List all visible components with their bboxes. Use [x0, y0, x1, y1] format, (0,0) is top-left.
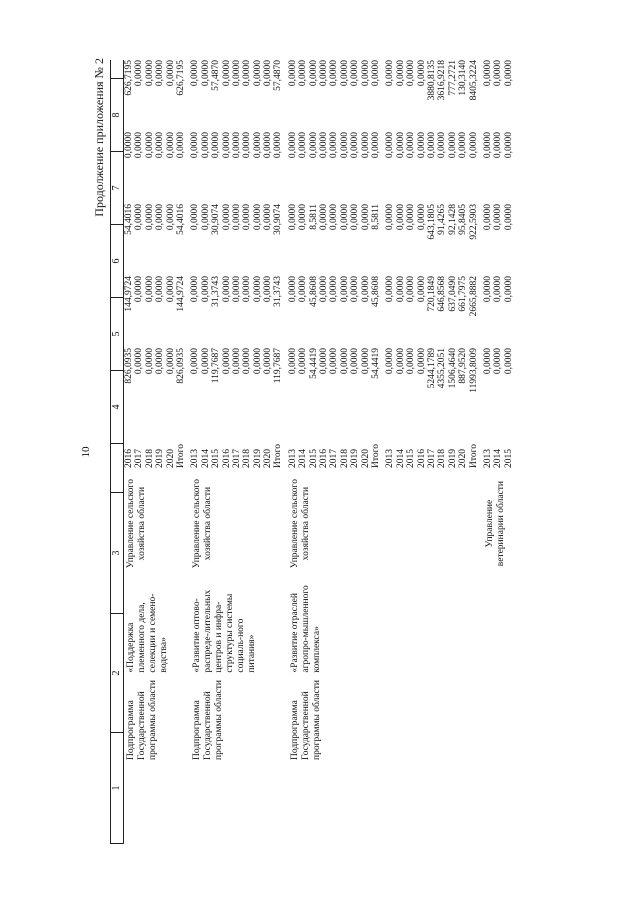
table-row — [242, 60, 252, 468]
amount-cell: 0,0000 — [231, 348, 242, 375]
amount-cell: 0,0000 — [437, 132, 448, 159]
amount-cell: 0,0000 — [221, 204, 232, 231]
amount-cell: 0,0000 — [447, 132, 458, 159]
amount-cell: 0,0000 — [287, 348, 298, 375]
table-row — [190, 60, 200, 468]
year-cell: 2019 — [252, 449, 263, 469]
amount-cell: 0,0000 — [350, 60, 361, 87]
amount-cell: 0,0000 — [308, 132, 319, 159]
amount-cell: 0,0000 — [298, 204, 309, 231]
amount-cell: 0,0000 — [190, 132, 201, 159]
amount-cell: 0,0000 — [134, 132, 145, 159]
program-cell: Подпрограмма Государственной программы области — [192, 680, 225, 760]
amount-cell: 0,0000 — [287, 204, 298, 231]
amount-cell: 661,7975 — [458, 276, 469, 312]
amount-cell: 0,0000 — [503, 204, 514, 231]
col-header-2: 2 — [111, 613, 123, 732]
table-block — [385, 60, 479, 844]
amount-cell: 0,0000 — [416, 348, 427, 375]
amount-cell: 0,0000 — [263, 204, 274, 231]
table-row — [493, 60, 503, 468]
amount-cell: 0,0000 — [406, 60, 417, 87]
amount-cell: 0,0000 — [165, 204, 176, 231]
amount-cell: 0,0000 — [134, 60, 145, 87]
amount-cell: 0,0000 — [144, 132, 155, 159]
amount-cell: 0,0000 — [124, 132, 134, 159]
amount-cell: 0,0000 — [339, 348, 350, 375]
amount-cell: 91,4265 — [437, 204, 448, 235]
amount-cell: 0,0000 — [370, 60, 381, 87]
amount-cell: 0,0000 — [493, 204, 504, 231]
amount-cell: 720,1849 — [426, 276, 437, 312]
table-row — [253, 60, 263, 468]
year-cell: 2019 — [155, 449, 166, 469]
value-rows — [288, 60, 382, 468]
amount-cell: 92,1428 — [447, 204, 458, 235]
amount-cell: 0,0000 — [458, 132, 469, 159]
amount-cell: 3616,9218 — [437, 60, 448, 101]
table-body — [124, 60, 514, 844]
amount-cell: 0,0000 — [165, 60, 176, 87]
amount-cell: 922,5903 — [468, 204, 479, 240]
year-cell: 2019 — [447, 449, 458, 469]
year-cell: Итого — [273, 443, 284, 469]
table-row — [211, 60, 221, 468]
amount-cell: 0,0000 — [416, 60, 427, 87]
table-row — [222, 60, 232, 468]
amount-cell: 0,0000 — [190, 60, 201, 87]
amount-cell: 0,0000 — [263, 132, 274, 159]
year-cell: 2016 — [416, 449, 427, 469]
year-cell: 2020 — [360, 449, 371, 469]
amount-cell: 0,0000 — [482, 60, 493, 87]
event-cell: «Развитие оптово-распреде-лительных центров и инфра-структуры системы социаль-ного питания» — [192, 589, 258, 673]
amount-cell: 0,0000 — [155, 348, 166, 375]
amount-cell: 0,0000 — [370, 132, 381, 159]
amount-cell: 0,0000 — [339, 204, 350, 231]
page-number: 10 — [80, 446, 92, 458]
amount-cell: 0,0000 — [416, 132, 427, 159]
amount-cell: 0,0000 — [493, 60, 504, 87]
year-cell: 2014 — [395, 449, 406, 469]
amount-cell: 0,0000 — [385, 60, 396, 87]
year-cell: 2016 — [319, 449, 330, 469]
amount-cell: 0,0000 — [339, 276, 350, 303]
amount-cell: 0,0000 — [242, 276, 253, 303]
amount-cell: 0,0000 — [360, 276, 371, 303]
amount-cell: 637,0490 — [447, 276, 458, 312]
amount-cell: 0,0000 — [252, 348, 263, 375]
amount-cell: 0,0000 — [263, 60, 274, 87]
year-cell: 2015 — [503, 449, 514, 469]
amount-cell: 0,0000 — [416, 276, 427, 303]
amount-cell: 0,0000 — [155, 276, 166, 303]
table-row — [263, 60, 273, 468]
table-row — [201, 60, 211, 468]
amount-cell: 0,0000 — [395, 204, 406, 231]
year-cell: 2017 — [134, 449, 145, 469]
amount-cell: 0,0000 — [252, 204, 263, 231]
amount-cell: 0,0000 — [482, 276, 493, 303]
amount-cell: 0,0000 — [350, 132, 361, 159]
table-row — [396, 60, 406, 468]
amount-cell: 0,0000 — [242, 348, 253, 375]
amount-cell: 0,0000 — [298, 348, 309, 375]
table-row — [350, 60, 360, 468]
year-cell: Итого — [175, 443, 186, 469]
amount-cell: 0,0000 — [287, 132, 298, 159]
amount-cell: 0,0000 — [329, 204, 340, 231]
amount-cell: 0,0000 — [385, 132, 396, 159]
table-row — [134, 60, 144, 468]
table-row — [232, 60, 242, 468]
amount-cell: 30,9074 — [211, 204, 222, 235]
table-row — [145, 60, 155, 468]
amount-cell: 4355,2051 — [437, 348, 448, 389]
amount-cell: 3880,8135 — [426, 60, 437, 101]
amount-cell: 0,0000 — [231, 60, 242, 87]
amount-cell: 0,0000 — [503, 132, 514, 159]
amount-cell: 0,0000 — [406, 132, 417, 159]
executor-cell: Управление сельского хозяйства области — [289, 479, 311, 569]
table-row — [504, 60, 514, 468]
amount-cell: 0,0000 — [360, 60, 371, 87]
amount-cell: 0,0000 — [395, 132, 406, 159]
event-cell — [483, 579, 514, 672]
amount-cell: 0,0000 — [155, 132, 166, 159]
table-row — [417, 60, 427, 468]
amount-cell: 5244,1789 — [426, 348, 437, 389]
amount-cell: 0,0000 — [200, 60, 211, 87]
amount-cell: 0,0000 — [319, 204, 330, 231]
amount-cell: 0,0000 — [360, 348, 371, 375]
amount-cell: 45,8608 — [370, 276, 381, 307]
col-header-8: 8 — [111, 78, 123, 151]
amount-cell: 0,0000 — [298, 60, 309, 87]
budget-table — [110, 60, 518, 844]
event-cell — [385, 579, 479, 672]
amount-cell: 144,9724 — [124, 276, 134, 312]
amount-cell: 0,0000 — [350, 204, 361, 231]
table-row — [329, 60, 339, 468]
amount-cell: 0,0000 — [503, 348, 514, 375]
amount-cell: 0,0000 — [242, 204, 253, 231]
amount-cell: 0,0000 — [175, 132, 186, 159]
program-cell — [483, 673, 514, 844]
amount-cell: 0,0000 — [339, 60, 350, 87]
amount-cell: 0,0000 — [329, 132, 340, 159]
col-header-3: 3 — [111, 492, 123, 613]
amount-cell: 0,0000 — [503, 276, 514, 303]
amount-cell: 0,0000 — [134, 348, 145, 375]
amount-cell: 0,0000 — [242, 132, 253, 159]
amount-cell: 31,3743 — [211, 276, 222, 307]
amount-cell: 30,9074 — [273, 204, 284, 235]
table-row — [273, 60, 283, 468]
amount-cell: 0,0000 — [221, 132, 232, 159]
amount-cell: 0,0000 — [329, 276, 340, 303]
amount-cell: 0,0000 — [385, 348, 396, 375]
value-rows — [190, 60, 284, 468]
amount-cell: 0,0000 — [221, 60, 232, 87]
appendix-caption: Продолжение приложения № 2 — [92, 58, 106, 217]
amount-cell: 0,0000 — [252, 276, 263, 303]
amount-cell: 57,4870 — [211, 60, 222, 91]
table-row — [309, 60, 319, 468]
year-cell: 2017 — [426, 449, 437, 469]
amount-cell: 0,0000 — [329, 60, 340, 87]
amount-cell: 0,0000 — [134, 276, 145, 303]
amount-cell: 0,0000 — [263, 276, 274, 303]
year-cell: 2016 — [221, 449, 232, 469]
table-row — [298, 60, 308, 468]
amount-cell: 11993,8009 — [468, 348, 479, 393]
year-cell: Итого — [370, 443, 381, 469]
amount-cell: 0,0000 — [287, 60, 298, 87]
amount-cell: 0,0000 — [319, 276, 330, 303]
amount-cell: 0,0000 — [155, 204, 166, 231]
program-cell: Подпрограмма Государственной программы области — [289, 680, 322, 760]
amount-cell: 0,0000 — [406, 276, 417, 303]
amount-cell: 0,0000 — [273, 132, 284, 159]
col-header-7: 7 — [111, 151, 123, 224]
amount-cell: 0,0000 — [319, 60, 330, 87]
col-header-5: 5 — [111, 297, 123, 370]
amount-cell: 95,8405 — [458, 204, 469, 235]
year-cell: 2016 — [124, 449, 134, 469]
year-cell: Итого — [468, 443, 479, 469]
table-row — [437, 60, 447, 468]
event-cell: «Поддержка племенного дела, селекции и семено-водства» — [126, 593, 169, 673]
table-block — [288, 60, 382, 844]
table-row — [458, 60, 468, 468]
column-header-row — [110, 60, 124, 844]
amount-cell: 54,4016 — [124, 204, 134, 235]
program-cell: Подпрограмма Государственной программы области — [126, 680, 158, 760]
amount-cell: 0,0000 — [221, 276, 232, 303]
amount-cell: 0,0000 — [144, 348, 155, 375]
amount-cell: 0,0000 — [200, 204, 211, 231]
executor-cell: Управление ветеринарии области — [484, 481, 506, 567]
amount-cell: 144,9724 — [175, 276, 186, 312]
amount-cell: 0,0000 — [190, 204, 201, 231]
amount-cell: 0,0000 — [287, 276, 298, 303]
year-cell: 2017 — [329, 449, 340, 469]
year-cell: 2013 — [482, 449, 493, 469]
amount-cell: 0,0000 — [319, 132, 330, 159]
amount-cell: 45,8608 — [308, 276, 319, 307]
year-cell: 2018 — [242, 449, 253, 469]
col-header-4-year — [111, 443, 123, 492]
amount-cell: 0,0000 — [395, 60, 406, 87]
amount-cell: 0,0000 — [298, 276, 309, 303]
amount-cell: 0,0000 — [221, 348, 232, 375]
value-rows — [483, 60, 514, 468]
year-cell: 2018 — [339, 449, 350, 469]
table-row — [427, 60, 437, 468]
amount-cell: 8405,3224 — [468, 60, 479, 101]
table-block — [483, 60, 514, 844]
year-cell: 2018 — [437, 449, 448, 469]
amount-cell: 0,0000 — [385, 276, 396, 303]
year-cell: 2013 — [385, 449, 396, 469]
amount-cell: 0,0000 — [482, 348, 493, 375]
value-rows — [385, 60, 479, 468]
executor-cell: Управление сельского хозяйства области — [126, 479, 147, 569]
amount-cell: 0,0000 — [406, 204, 417, 231]
amount-cell: 0,0000 — [144, 204, 155, 231]
amount-cell: 0,0000 — [350, 348, 361, 375]
amount-cell: 57,4870 — [273, 60, 284, 91]
amount-cell: 0,0000 — [350, 276, 361, 303]
year-cell: 2014 — [298, 449, 309, 469]
amount-cell: 0,0000 — [200, 132, 211, 159]
event-cell: «Развитие отраслей агропро-мышленного комплекса» — [289, 585, 322, 673]
amount-cell: 0,0000 — [339, 132, 350, 159]
amount-cell: 0,0000 — [165, 348, 176, 375]
amount-cell: 130,3140 — [458, 60, 469, 96]
amount-cell: 0,0000 — [468, 132, 479, 159]
amount-cell: 31,3743 — [273, 276, 284, 307]
amount-cell: 0,0000 — [165, 276, 176, 303]
table-row — [385, 60, 395, 468]
amount-cell: 119,7687 — [211, 348, 222, 384]
table-row — [469, 60, 479, 468]
amount-cell: 0,0000 — [360, 204, 371, 231]
amount-cell: 0,0000 — [395, 276, 406, 303]
amount-cell: 0,0000 — [144, 60, 155, 87]
amount-cell: 54,4016 — [175, 204, 186, 235]
year-cell: 2019 — [350, 449, 361, 469]
amount-cell: 0,0000 — [482, 204, 493, 231]
year-cell: 2014 — [493, 449, 504, 469]
year-cell: 2017 — [231, 449, 242, 469]
table-row — [361, 60, 371, 468]
amount-cell: 0,0000 — [155, 60, 166, 87]
year-cell: 2014 — [200, 449, 211, 469]
table-row — [288, 60, 298, 468]
table-row — [448, 60, 458, 468]
amount-cell: 0,0000 — [329, 348, 340, 375]
col-header-1: 1 — [111, 732, 123, 843]
year-cell: 2020 — [165, 449, 176, 469]
table-row — [406, 60, 416, 468]
amount-cell: 0,0000 — [144, 276, 155, 303]
amount-cell: 0,0000 — [200, 276, 211, 303]
table-row — [319, 60, 329, 468]
amount-cell: 0,0000 — [231, 204, 242, 231]
year-cell: 2020 — [458, 449, 469, 469]
amount-cell: 0,0000 — [493, 132, 504, 159]
amount-cell: 626,7195 — [124, 60, 134, 96]
amount-cell: 54,4419 — [308, 348, 319, 379]
year-cell: 2015 — [308, 449, 319, 469]
amount-cell: 0,0000 — [319, 348, 330, 375]
amount-cell: 0,0000 — [416, 204, 427, 231]
amount-cell: 0,0000 — [231, 276, 242, 303]
amount-cell: 826,0935 — [175, 348, 186, 384]
year-cell: 2020 — [263, 449, 274, 469]
amount-cell: 626,7195 — [175, 60, 186, 96]
year-cell: 2015 — [406, 449, 417, 469]
program-cell — [385, 673, 479, 844]
amount-cell: 0,0000 — [190, 348, 201, 375]
table-row — [166, 60, 176, 468]
table-row — [340, 60, 350, 468]
amount-cell: 646,8568 — [437, 276, 448, 312]
amount-cell: 0,0000 — [503, 60, 514, 87]
table-row — [176, 60, 186, 468]
amount-cell: 0,0000 — [482, 132, 493, 159]
col-header-6: 6 — [111, 224, 123, 297]
executor-cell — [385, 468, 479, 579]
amount-cell: 0,0000 — [406, 348, 417, 375]
executor-cell: Управление сельского хозяйства области — [192, 479, 214, 569]
amount-cell: 0,0000 — [200, 348, 211, 375]
amount-cell: 2665,8882 — [468, 276, 479, 317]
amount-cell: 54,4419 — [370, 348, 381, 379]
amount-cell: 0,0000 — [242, 60, 253, 87]
amount-cell: 0,0000 — [165, 132, 176, 159]
amount-cell: 1506,4640 — [447, 348, 458, 389]
year-cell: 2013 — [190, 449, 201, 469]
amount-cell: 0,0000 — [252, 132, 263, 159]
rotated-page — [60, 52, 580, 852]
table-block — [190, 60, 284, 844]
col-header-4: 4 — [111, 370, 123, 443]
year-cell: 2018 — [144, 449, 155, 469]
table-row — [155, 60, 165, 468]
table-row — [371, 60, 381, 468]
amount-cell: 0,0000 — [493, 276, 504, 303]
year-cell: 2013 — [287, 449, 298, 469]
amount-cell: 0,0000 — [493, 348, 504, 375]
amount-cell: 0,0000 — [360, 132, 371, 159]
amount-cell: 0,0000 — [385, 204, 396, 231]
table-row — [124, 60, 134, 468]
amount-cell: 0,0000 — [190, 276, 201, 303]
amount-cell: 8,5811 — [370, 204, 381, 230]
amount-cell: 826,0935 — [124, 348, 134, 384]
table-row — [483, 60, 493, 468]
amount-cell: 0,0000 — [263, 348, 274, 375]
amount-cell: 119,7687 — [273, 348, 284, 384]
amount-cell: 643,1805 — [426, 204, 437, 240]
amount-cell: 0,0000 — [231, 132, 242, 159]
amount-cell: 0,0000 — [395, 348, 406, 375]
amount-cell: 0,0000 — [134, 204, 145, 231]
amount-cell: 0,0000 — [211, 132, 222, 159]
amount-cell: 8,5811 — [308, 204, 319, 230]
amount-cell: 0,0000 — [252, 60, 263, 87]
amount-cell: 887,9520 — [458, 348, 469, 384]
amount-cell: 0,0000 — [426, 132, 437, 159]
year-cell: 2015 — [211, 449, 222, 469]
amount-cell: 777,2721 — [447, 60, 458, 96]
amount-cell: 0,0000 — [298, 132, 309, 159]
amount-cell: 0,0000 — [308, 60, 319, 87]
table-block — [124, 60, 186, 844]
value-rows — [124, 60, 186, 468]
